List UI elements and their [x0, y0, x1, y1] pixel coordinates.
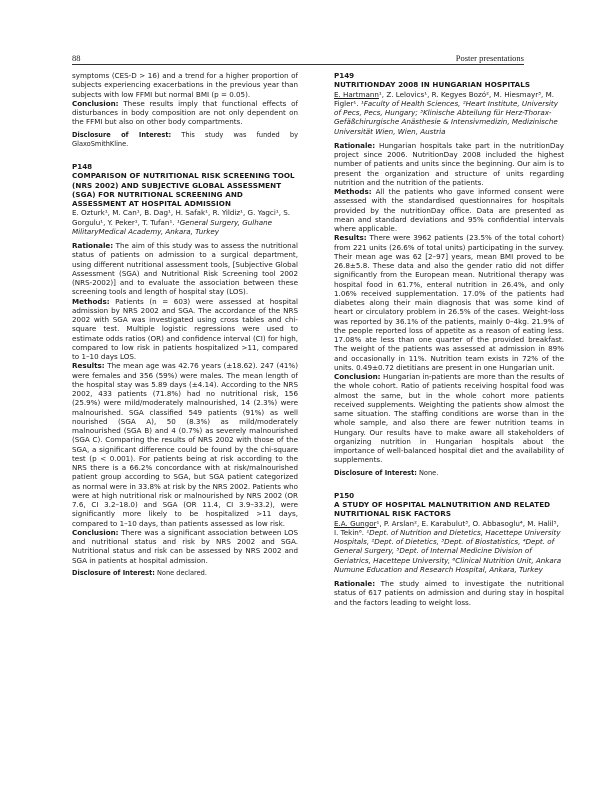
rationale-label: Rationale: [334, 140, 376, 150]
disclosure-p148 [72, 569, 298, 578]
results-p149 [334, 233, 564, 372]
affiliation-p149: ¹Faculty of Health Sciences, ²Heart Institute, University of Pecs, Pecs, Hungary; ³Klinische Abteilung für Herz-Thorax-Gefäßchirurgische Anästhesie & Intensivmedizin, Medizinische Universität Wien, Wien, Austria [334, 98, 558, 136]
methods-text: Patients (n = 603) were assessed at hospital admission by NRS 2002 and SGA. The accordance of the NRS 2002 with SGA was investigated using cross tables and chi-square test. Multiple logistic regressions were used to estimate odds ratios (OR) and confidence interval (CI) for high, compared to low risk in patients hospitalized >11, compared to 1–10 days LOS. [72, 296, 298, 361]
header-rule [72, 64, 524, 65]
right-column [334, 71, 564, 607]
results-label: Results: [334, 233, 367, 243]
rationale-text: The aim of this study was to assess the nutritional status of patients on admission to a surgical department, using different nutritional assessment tools, [Subjective Global Assessment (SGA) and Nutritional Risk Screening tool 2002 (NRS-2002)] and to evaluate the association between these screening tools and length of hospital stay (LOS). [72, 241, 298, 297]
results-text: There were 3962 patients (23.5% of the total cohort) from 221 units (26.6% of total units) participating in the survey. Their mean age was 62 [2–97] years, mean BMI proved to be 26.8±5.8. These data and also the gender ratio did not differ significantly from the European mean. Nutritional therapy was hospital food in 61.7%, enteral nutrition in 26.4%, and only 1.06% received supplementation. 17.0% of the patients had diabetes along their main diagnosis that was some kind of heart or circulatory problem in 26.5% of the cases. Weight-loss was reported by 36.1% of the patients, mainly 0–4kg. 21.9% of the people reported loss of appetite as a reason of eating less. 17.08% ate less than one quarter of the provided breakfast. The weight of the patients was assessed at admission in 89% and occasionally in 11%. Nutrition team exists in 72% of the units. 0.49±0.72 dietitians are present in one Hungarian unit. [334, 233, 564, 372]
authors-p150-names: ¹, P. Arslan², E. Karabulut³, O. Abbasoglu⁴, M. Halil⁵, I. Tekin⁶. [334, 518, 559, 537]
authors-p149-names: ¹, Z. Lelovics¹, R. Kegyes Bozó², M. Hiesmayr³, M. Figler¹. [334, 89, 554, 108]
methods-text: All the patients who gave informed consent were assessed with the standardised questionnaires for hospitals provided by the nutritionDay office. Data are presented as mean and standard deviations and 95% confidential intervals where applicable. [334, 187, 564, 233]
abstract-id-p148: P148 [72, 162, 93, 171]
conclusion-label: Conclusion: [334, 372, 381, 381]
presenting-author-p149: E. Hartmann [334, 89, 379, 99]
left-column [72, 71, 298, 578]
rationale-label: Rationale: [72, 241, 114, 250]
results-label: Results: [72, 361, 105, 371]
rationale-p148 [72, 241, 298, 297]
abstract-title-p148: COMPARISON OF NUTRITIONAL RISK SCREENING TOOL (NRS 2002) AND SUBJECTIVE GLOBAL ASSESSMENT (SGA) FOR NUTRITIONAL SCREENING AND ASSESSMENT AT HOSPITAL ADMISSION [72, 171, 295, 208]
page-number: 88 [72, 53, 81, 63]
methods-p148 [72, 297, 298, 362]
abstract-title-p150: A STUDY OF HOSPITAL MALNUTRITION AND RELATED NUTRITIONAL RISK FACTORS [334, 500, 551, 519]
conclusion-p149 [334, 372, 564, 465]
abstract-title-p149: NUTRITIONDAY 2008 IN HUNGARIAN HOSPITALS [334, 80, 531, 90]
rationale-label: Rationale: [334, 579, 376, 588]
disclosure-label: Disclosure of Interest: [72, 130, 172, 139]
conclusion-text: Hungarian in-patients are more than the results of the whole cohort. Ratio of patients receiving hospital food was almost the same, but in the whole cohort more patients received supplements. Weighting the patients show almost the same situation. The staffing conditions are worse than in the whole sample, and also there are fewer nutrition teams in Hungary. Our results have to make aware all stakeholders of organizing nutrition in Hungarian hospitals about the importance of well-balanced hospital diet and the availability of supplements. [334, 372, 564, 465]
conclusion-label: Conclusion: [72, 527, 119, 537]
disclosure-label: Disclosure of Interest: [72, 568, 155, 577]
results-text: The mean age was 42.76 years (±18.62). 247 (41%) were females and 356 (59%) were males. The mean length of the hospital stay was 5.89 days (±4.14). According to the NRS 2002, 433 patients (71.8%) had no nutritional risk, 156 (25.9%) were mild/moderately malnourished, 14 (2.3%) were malnourished. SGA classified 549 patients (91%) as well nourished (SGA A), 50 (8.3%) as mild/moderately malnourished (SGA B) and 4 (0.7%) as severely malnourished (SGA C). Comparing the results of NRS 2002 with those of the SGA, a significant difference could be found by the chi-square test (p < 0.001). For patients being at risk according to the NRS there is a 66.2% concordance with at risk/malnourished patient group according to SGA, but SGA patient categorized as normal were in 33.8% at risk by the NRS 2002. Patients who were at high nutritional risk or malnourished by NRS 2002 (OR 7.6, CI 3.2–18.0) and SGA (OR 11.4, CI 3.9–33.2), were significantly more likely to be hospitalized >11 days, compared to 1–10 days, than patients assessed as low risk. [72, 361, 298, 528]
conclusion-text: These results imply that functional effects of disturbances in body composition are not only dependent on the FFMI but also on other body compartments. [72, 98, 298, 127]
authors-p148 [72, 208, 298, 236]
presenting-author-p150: E.A. Gungor [334, 518, 377, 528]
methods-label: Methods: [72, 296, 110, 306]
rationale-text: The study aimed to investigate the nutritional status of 617 patients on admission and during stay in hospital and the factors leading to weight loss. [334, 579, 564, 607]
rationale-p149 [334, 141, 564, 187]
affiliation-p150: ¹Dept. of Nutrition and Dietetics, Hacettepe University Hospitals, ²Dept. of Dietetics, ³Dept. of Biostatistics, ⁴Dept. of General Surgery, ⁵Dept. of Internal Medicine Division of Geriatrics, Hacettepe University, ⁶Clinical Nutrition Unit, Ankara Numune Education and Research Hospital, Ankara, Turkey [334, 527, 562, 574]
methods-label: Methods: [334, 187, 372, 196]
authors-p148-names: E. Ozturk¹, M. Can¹, B. Dag¹, H. Safak¹, R. Yildiz¹, G. Yagci¹, S. Gorgulu¹, Y. Peker¹, T. Tufan¹. [72, 208, 291, 227]
authors-p150 [334, 519, 564, 575]
conclusion-paragraph [72, 99, 298, 127]
disclosure-label: Disclosure of Interest: [334, 468, 417, 477]
disclosure-text: This study was funded by GlaxoSmithKline. [72, 130, 298, 148]
abstract-id-p150: P150 [334, 490, 355, 500]
conclusion-text: There was a significant association between LOS and nutritional status and risk by NRS 2002 and SGA. Nutritional status and risk can be assessed by NRS 2002 and SGA in patients at hospital admission. [72, 527, 298, 565]
intro-paragraph: symptoms (CES-D > 16) and a trend for a higher proportion of subjects experiencing exacerbations in the previous year than subjects with low FFMI but normal BMI (p = 0.05). [72, 71, 298, 99]
disclosure-text: None. [416, 468, 439, 477]
conclusion-p148 [72, 528, 298, 565]
conclusion-label: Conclusion: [72, 98, 119, 108]
disclosure-paragraph [72, 131, 298, 150]
authors-p149 [334, 90, 564, 136]
rationale-p150 [334, 579, 564, 607]
rationale-text: Hungarian hospitals take part in the nutritionDay project since 2006. NutritionDay 2008 included the highest number of patients and units since the beginning. Our aim is to present the organization and structure of units regarding nutrition and the nutrition of the patients. [334, 140, 564, 187]
abstract-id-p149: P149 [334, 71, 355, 80]
methods-p149 [334, 187, 564, 233]
affiliation-p148: ¹General Surgery, Gulhane MilitaryMedical Academy, Ankara, Turkey [72, 217, 273, 236]
section-title: Poster presentations [455, 53, 524, 63]
results-p148 [72, 361, 298, 528]
disclosure-p149 [334, 469, 564, 478]
disclosure-text: None declared. [154, 568, 207, 577]
